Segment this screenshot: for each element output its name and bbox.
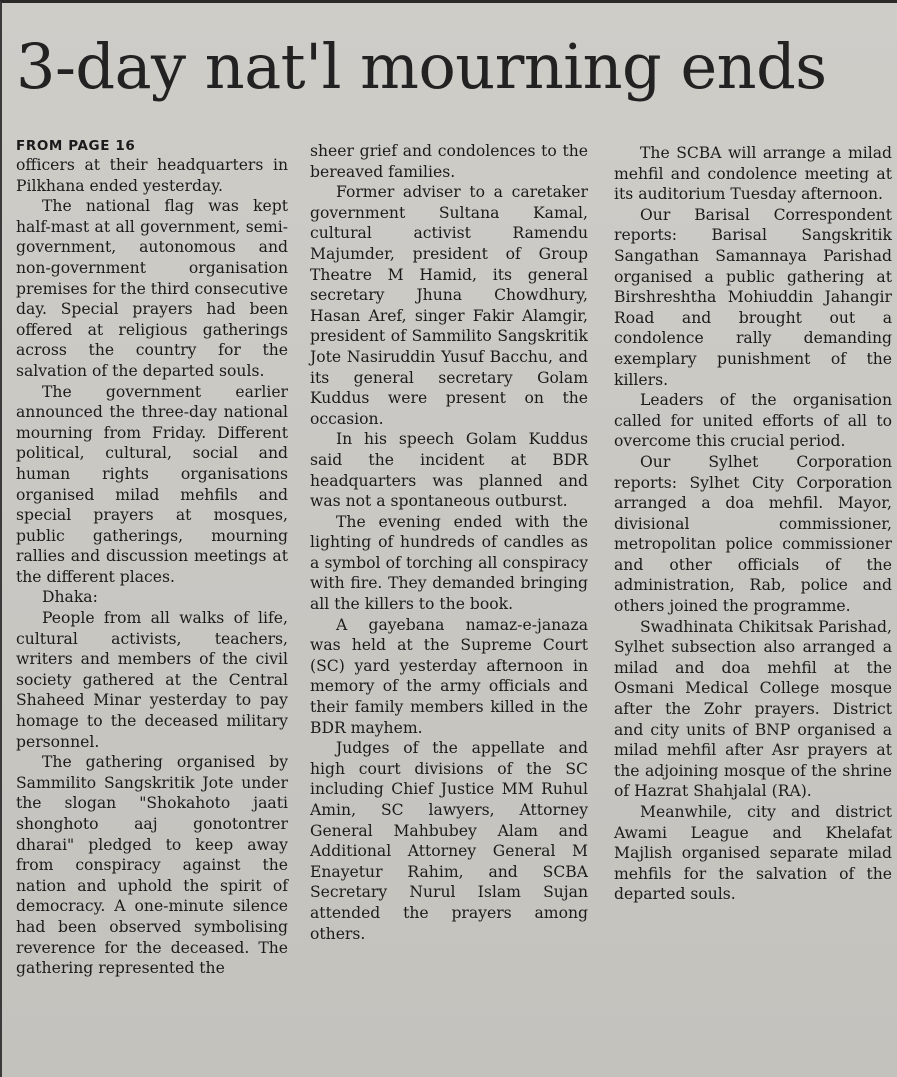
paragraph: Former adviser to a caretaker government Sultana Kamal, cultural activist Ramendu Majumder, president of Group Theatre M Hamid, its general secretary Jhuna Chowdhury, Hasan Aref, singer Fakir Alamgir, president of Sammilito Sangskritik Jote Nasiruddin Yusuf Bacchu, and its general secretary Golam Kuddus were present on the occasion. [310,183,588,428]
paragraph: The national flag was kept half-mast at all government, semi-government, autonomous and non-government organisation premises for the third consecutive day. Special prayers had been offered at religious gatherings across the country for the salvation of the departed souls. [16,197,288,380]
paragraph: People from all walks of life, cultural activists, teachers, writers and members of the civil society gathered at the Central Shaheed Minar yesterday to pay homage to the deceased military personnel. [16,609,288,751]
column-2 [310,141,588,944]
paragraph: In his speech Golam Kuddus said the incident at BDR headquarters was planned and was not a spontaneous outburst. [310,430,588,511]
paragraph: sheer grief and condolences to the bereaved families. [310,142,588,181]
paragraph: The SCBA will arrange a milad mehfil and condolence meeting at its auditorium Tuesday afternoon. [614,144,892,204]
paragraph: Our Sylhet Corporation reports: Sylhet City Corporation arranged a doa mehfil. Mayor, divisional commissioner, metropolitan police commissioner and other officials of the administration, Rab, police and others joined the programme. [614,452,892,616]
dateline: Dhaka: [42,588,98,607]
column-3 [614,143,892,905]
paragraph: officers at their headquarters in Pilkhana ended yesterday. [16,156,288,195]
paragraph: Meanwhile, city and district Awami League and Khelafat Majlish organised separate milad mehfils for the salvation of the departed souls. [614,803,892,904]
continued-from-kicker: FROM PAGE 16 [16,138,136,154]
paragraph: Leaders of the organisation called for united efforts of all to overcome this crucial period. [614,391,892,451]
paragraph: A gayebana namaz-e-janaza was held at the Supreme Court (SC) yard yesterday afternoon in memory of the army officials and their family members killed in the BDR mayhem. [310,615,588,737]
paragraph: The government earlier announced the three-day national mourning from Friday. Different political, cultural, social and human rights organisations organised milad mehfils and special prayers at mosques, public gatherings, mourning rallies and discussion meetings at the different places. [16,382,288,586]
column-1 [16,137,288,979]
headline: 3-day nat'l mourning ends [16,30,827,103]
paragraph: Swadhinata Chikitsak Parishad, Sylhet subsection also arranged a milad and doa mehfil at the Osmani Medical College mosque after the Zohr prayers. District and city units of BNP organised a milad mehfil after Asr prayers at the adjoining mosque of the shrine of Hazrat Shahjalal (RA). [614,617,892,801]
paragraph: Our Barisal Correspondent reports: Barisal Sangskritik Sangathan Samannaya Parishad organised a public gathering at Birshreshtha Mohiuddin Jahangir Road and brought out a condolence rally demanding exemplary punishment of the killers. [614,205,892,389]
paragraph: Judges of the appellate and high court divisions of the SC including Chief Justice MM Ruhul Amin, SC lawyers, Attorney General Mahbubey Alam and Additional Attorney General M Enayetur Rahim, and SCBA Secretary Nurul Islam Sujan attended the prayers among others. [310,739,588,943]
paragraph: The evening ended with the lighting of hundreds of candles as a symbol of torching all conspiracy with fire. They demanded bringing all the killers to the book. [310,512,588,614]
paragraph: The gathering organised by Sammilito Sangskritik Jote under the slogan "Shokahoto jaati shonghoto aaj gonotontrer dharai" pledged to keep away from conspiracy against the nation and uphold the spirit of democracy. A one-minute silence had been observed symbolising reverence for the deceased. The gathering represented the [16,753,288,978]
